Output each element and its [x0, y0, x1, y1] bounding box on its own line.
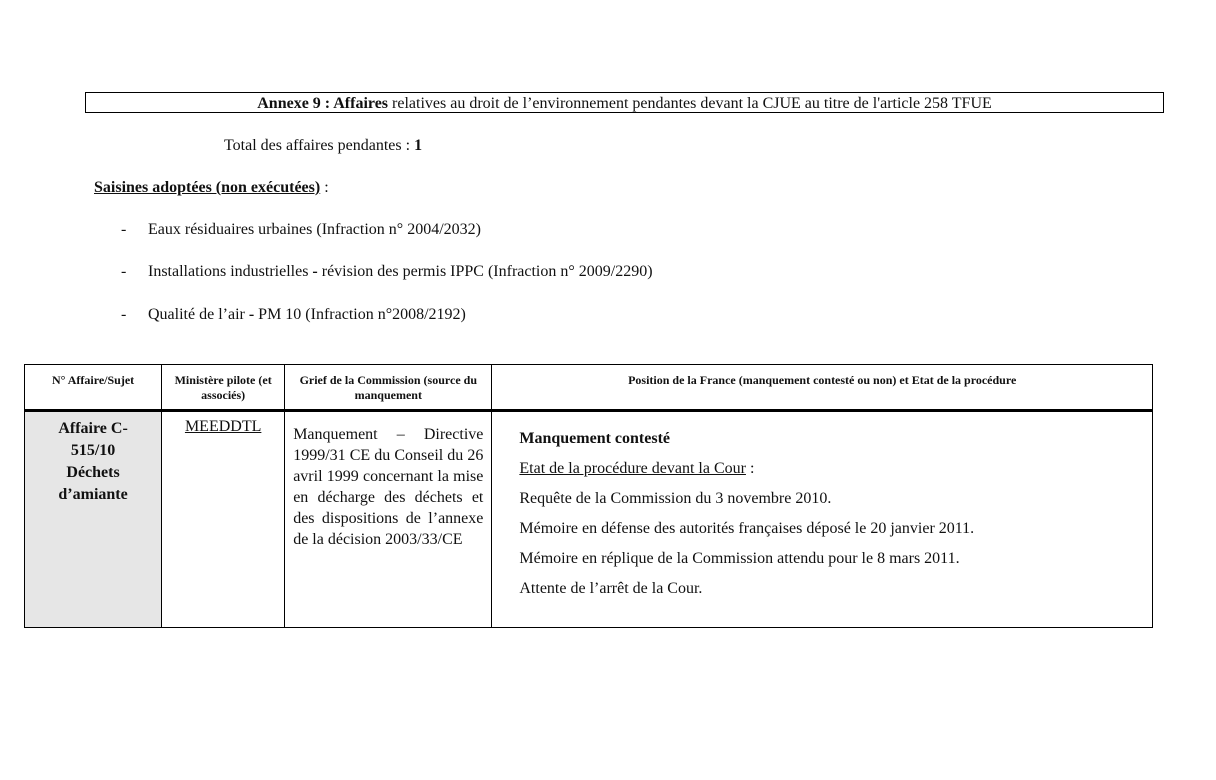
header-case: N° Affaire/Sujet — [25, 365, 162, 411]
table-header-row — [25, 365, 1153, 411]
bullet-dash: - — [121, 263, 127, 280]
list-item-text: Qualité de l’air — [148, 306, 249, 323]
procedure-step: Mémoire en défense des autorités françaises déposé le 20 janvier 2011. — [519, 520, 975, 537]
total-pending — [224, 137, 422, 155]
annex-title — [85, 92, 1164, 113]
saisines-heading-suffix: : — [320, 179, 329, 196]
cases-table — [24, 364, 1153, 628]
bullet-dash: - — [121, 221, 127, 238]
case-line: 515/10 — [70, 442, 116, 459]
list-item-separator: - — [312, 263, 318, 280]
table-row — [25, 411, 1153, 628]
procedure-step: Mémoire en réplique de la Commission attendu pour le 8 mars 2011. — [519, 550, 960, 567]
header-ministry: Ministère pilote (et associés) — [162, 365, 285, 411]
list-item — [121, 263, 653, 281]
list-item — [121, 306, 466, 324]
etat-line — [519, 454, 1142, 484]
procedure-step: Requête de la Commission du 3 novembre 2010. — [519, 490, 832, 507]
etat-suffix: : — [745, 460, 755, 477]
case-line: d’amiante — [58, 486, 128, 503]
procedure-step: Attente de l’arrêt de la Cour. — [519, 580, 703, 597]
position-head: Manquement contesté — [519, 430, 671, 447]
list-item-text-rest: révision des permis IPPC (Infraction n° 2009/2290) — [317, 263, 653, 280]
annex-title-bold: Annexe 9 : Affaires — [257, 95, 389, 112]
list-item-separator: - — [248, 306, 255, 323]
total-value: 1 — [414, 137, 423, 154]
annex-title-rest: relatives au droit de l’environnement pendantes devant la CJUE au titre de l'article 258 TFUE — [388, 95, 992, 112]
total-label: Total des affaires pendantes : — [224, 137, 415, 154]
position-cell — [492, 411, 1153, 628]
ministry-cell — [162, 411, 285, 628]
saisines-heading — [94, 179, 329, 197]
etat-label: Etat de la procédure devant la Cour — [519, 460, 746, 477]
saisines-heading-text: Saisines adoptées (non exécutées) — [94, 179, 321, 196]
list-item-text: Eaux résiduaires urbaines (Infraction n° 2004/2032) — [148, 221, 481, 238]
list-item-text-rest: PM 10 (Infraction n°2008/2192) — [254, 306, 466, 323]
case-line: Affaire C- — [58, 420, 128, 437]
ministry-name: MEEDDTL — [184, 418, 262, 435]
bullet-dash: - — [121, 306, 127, 323]
case-line: Déchets — [66, 464, 120, 481]
list-item — [121, 221, 481, 239]
header-grief: Grief de la Commission (source du manquement — [285, 365, 492, 411]
header-position: Position de la France (manquement contesté ou non) et Etat de la procédure — [492, 365, 1153, 411]
case-cell — [25, 411, 162, 628]
grief-cell: Manquement – Directive 1999/31 CE du Conseil du 26 avril 1999 concernant la mise en décharge des déchets et des dispositions de l’annexe de la décision 2003/33/CE — [285, 411, 492, 628]
list-item-text: Installations industrielles — [148, 263, 313, 280]
